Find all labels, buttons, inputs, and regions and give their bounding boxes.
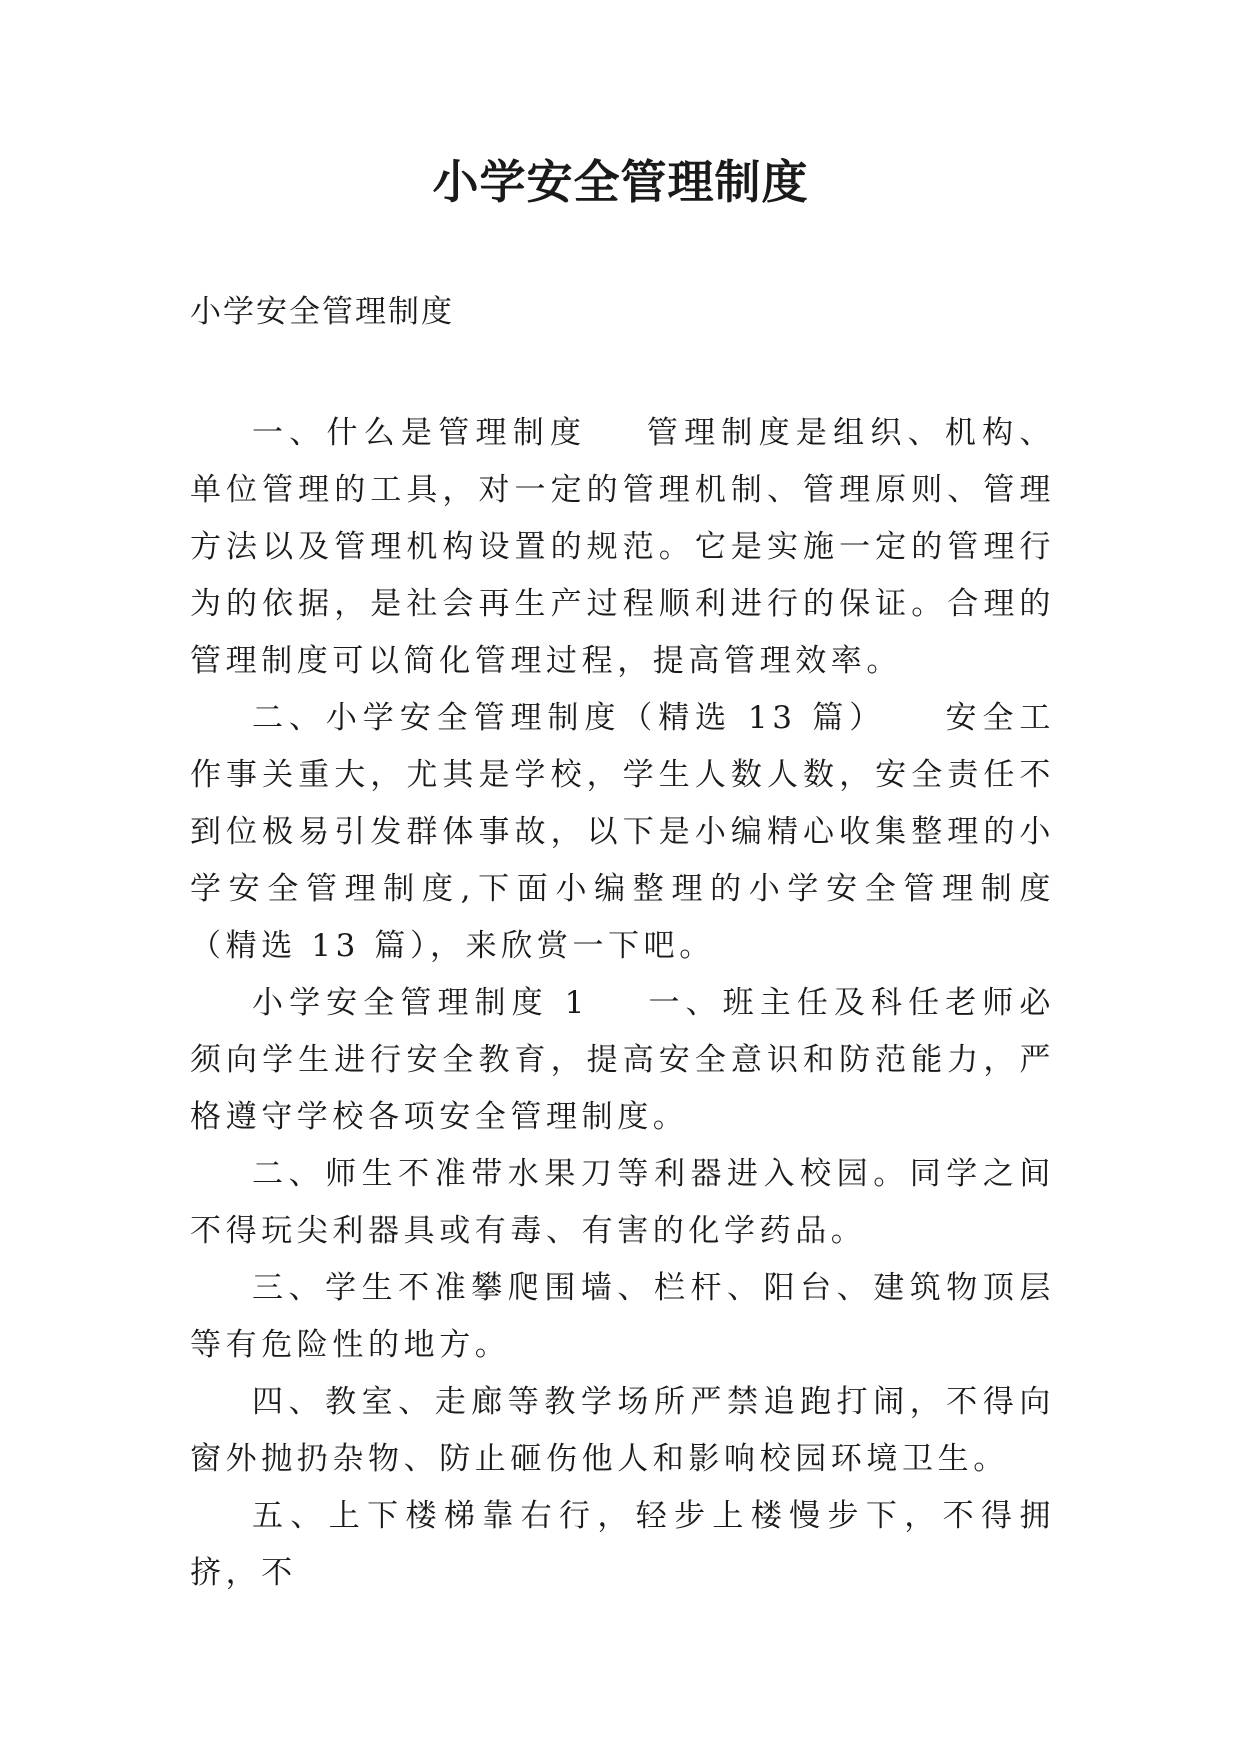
paragraph-text: 四、教室、走廊等教学场所严禁追跑打闹，不得向窗外抛扔杂物、防止砸伤他人和影响校园环境卫生。 [190,1384,1055,1477]
paragraph [190,405,1055,690]
paragraph [190,1260,1055,1374]
paragraph-text: 一、班主任及科任老师必须向学生进行安全教育，提高安全意识和防范能力，严格遵守学校各项安全管理制度。 [190,985,1055,1135]
paragraph-text: 五、上下楼梯靠右行，轻步上楼慢步下，不得拥挤，不 [190,1498,1055,1591]
document-body [190,405,1055,1602]
paragraph-text: 安全工作事关重大，尤其是学校，学生人数人数，安全责任不到位极易引发群体事故，以下是小编精心收集整理的小学安全管理制度,下面小编整理的小学安全管理制度（精选 13 篇），来欣赏一下吧。 [190,700,1055,964]
document-title: 小学安全管理制度 [432,155,809,209]
paragraph-lead: 二、小学安全管理制度（精选 13 篇） [252,700,887,736]
document-subtitle: 小学安全管理制度 [190,294,454,330]
paragraph-text: 管理制度是组织、机构、单位管理的工具，对一定的管理机制、管理原则、管理方法以及管理机构设置的规范。它是实施一定的管理行为的依据，是社会再生产过程顺利进行的保证。合理的管理制度可以简化管理过程，提高管理效率。 [190,415,1055,679]
paragraph-lead: 小学安全管理制度 1 [252,985,589,1021]
paragraph [190,975,1055,1146]
paragraph-lead: 一、什么是管理制度 [252,415,588,451]
paragraph [190,1146,1055,1260]
paragraph-text: 二、师生不准带水果刀等利器进入校园。同学之间不得玩尖利器具或有毒、有害的化学药品。 [190,1156,1055,1249]
paragraph-text: 三、学生不准攀爬围墙、栏杆、阳台、建筑物顶层等有危险性的地方。 [190,1270,1055,1363]
paragraph [190,1488,1055,1602]
paragraph [190,1374,1055,1488]
paragraph [190,690,1055,975]
